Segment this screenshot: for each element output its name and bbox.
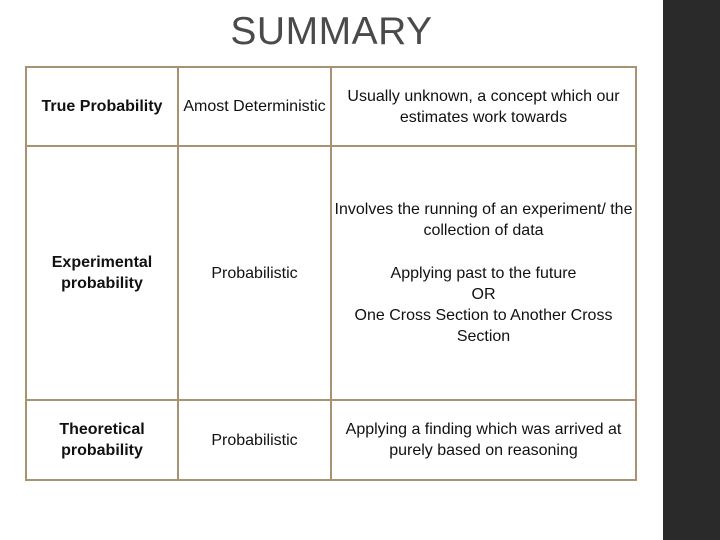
description-part: OR bbox=[471, 286, 496, 303]
row-label-experimental-probability: Experimental probability bbox=[51, 254, 153, 292]
table-border-right bbox=[635, 66, 637, 481]
row-description-theoretical-probability: Applying a finding which was arrived at purely based on reasoning bbox=[345, 421, 622, 459]
description-part: One Cross Section to Another Cross Section bbox=[354, 307, 613, 345]
row-description-experimental-probability bbox=[332, 147, 635, 399]
slide-title: SUMMARY bbox=[230, 10, 433, 53]
description-part: Applying past to the future bbox=[390, 265, 577, 282]
row-nature-experimental-probability: Probabilistic bbox=[211, 264, 298, 282]
description-part: Involves the running of an experiment/ the collection of data bbox=[334, 201, 633, 239]
row-nature-theoretical-probability: Probabilistic bbox=[211, 431, 298, 449]
row-label-theoretical-probability: Theoretical probability bbox=[59, 421, 145, 459]
row-label-true-probability: True Probability bbox=[41, 98, 163, 115]
row-nature-true-probability: Amost Deterministic bbox=[183, 98, 326, 115]
row-description-true-probability: Usually unknown, a concept which our estimates work towards bbox=[347, 87, 620, 126]
slide-side-bar bbox=[663, 0, 720, 540]
